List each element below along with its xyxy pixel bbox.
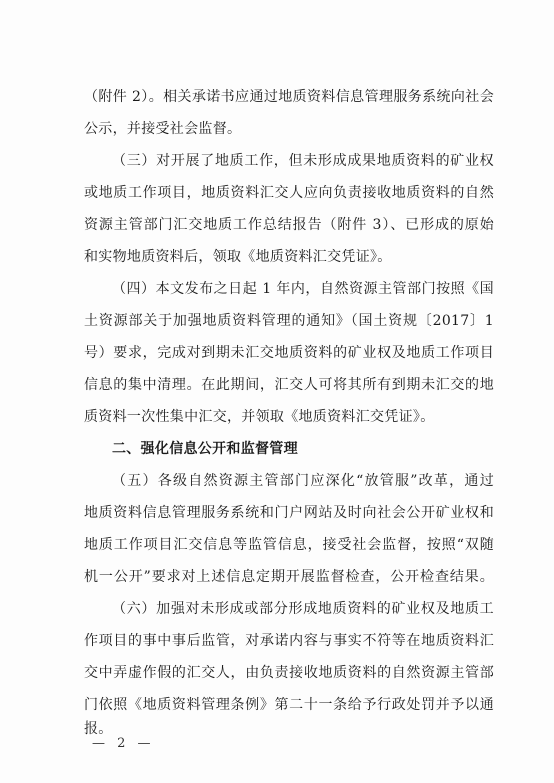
paragraph-line: （五）各级自然资源主管部门应深化“放管服”改革，通过 bbox=[112, 473, 494, 489]
paragraph-line: 信息的集中清理。在此期间，汇交人可将其所有到期未汇交的地 bbox=[84, 377, 494, 393]
paragraph-line: 或地质工作项目，地质资料汇交人应向负责接收地质资料的自然 bbox=[84, 185, 494, 201]
paragraph-line: 报。 bbox=[84, 721, 113, 737]
section-heading: 二、强化信息公开和监督管理 bbox=[112, 441, 298, 457]
paragraph-line: 和实物地质资料后，领取《地质资料汇交凭证》。 bbox=[84, 249, 392, 265]
paragraph-line: 门依照《地质资料管理条例》第二十一条给予行政处罚并予以通 bbox=[84, 697, 494, 713]
paragraph-line: 公示，并接受社会监督。 bbox=[84, 121, 242, 137]
paragraph-line: （附件 2）。相关承诺书应通过地质资料信息管理服务系统向社会 bbox=[84, 89, 494, 105]
page-number: — 2 — bbox=[92, 736, 155, 751]
paragraph-line: 质资料一次性集中汇交，并领取《地质资料汇交凭证》。 bbox=[84, 409, 435, 425]
paragraph-line: 地质工作项目汇交信息等监管信息，接受社会监督，按照“双随 bbox=[84, 537, 494, 553]
paragraph-line: （六）加强对未形成或部分形成地质资料的矿业权及地质工 bbox=[112, 601, 494, 617]
paragraph-line: 资源主管部门汇交地质工作总结报告（附件 3）、已形成的原始 bbox=[84, 217, 494, 233]
paragraph-line: 土资源部关于加强地质资料管理的通知》（国土资规〔2017〕1 bbox=[84, 313, 494, 329]
paragraph-line: 交中弄虚作假的汇交人，由负责接收地质资料的自然资源主管部 bbox=[84, 665, 494, 681]
paragraph-line: （四）本文发布之日起 1 年内，自然资源主管部门按照《国 bbox=[112, 281, 494, 297]
paragraph-line: 号）要求，完成对到期未汇交地质资料的矿业权及地质工作项目 bbox=[84, 345, 494, 361]
paragraph-line: 机一公开”要求对上述信息定期开展监督检查，公开检查结果。 bbox=[84, 569, 494, 585]
paragraph-line: （三）对开展了地质工作，但未形成成果地质资料的矿业权 bbox=[112, 153, 494, 169]
paragraph-line: 作项目的事中事后监管，对承诺内容与事实不符等在地质资料汇 bbox=[84, 633, 494, 649]
paragraph-line: 地质资料信息管理服务系统和门户网站及时向社会公开矿业权和 bbox=[84, 505, 494, 521]
